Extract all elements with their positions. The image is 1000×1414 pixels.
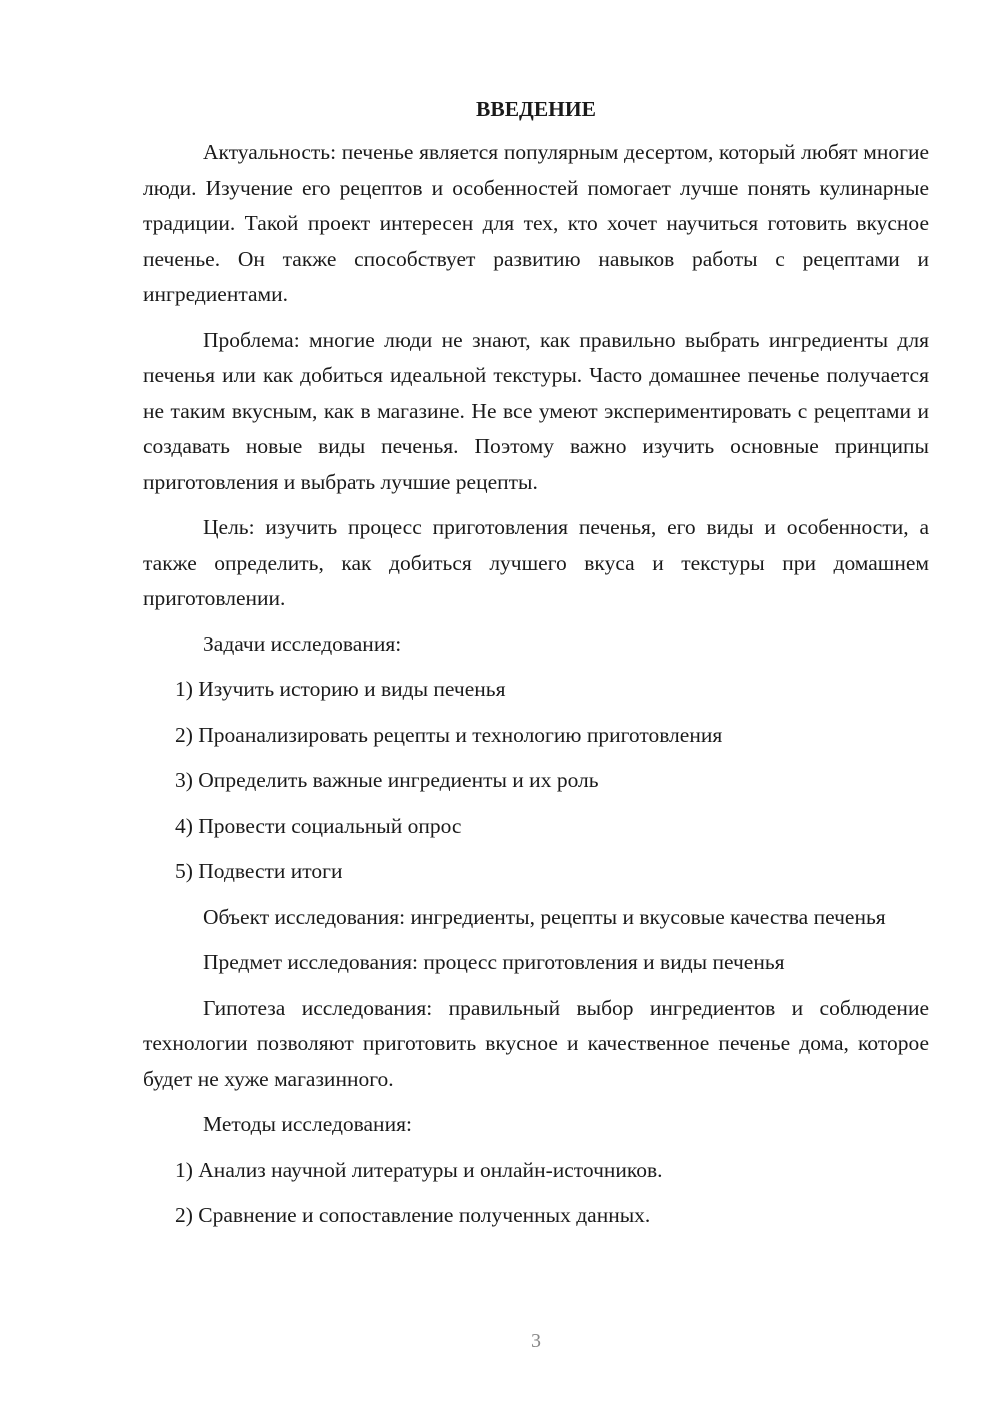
goal-paragraph: Цель: изучить процесс приготовления печенья, его виды и особенности, а также определить, как добиться лучшего вкуса и текстуры при домашнем приготовлении. (143, 515, 929, 610)
object-paragraph: Объект исследования: ингредиенты, рецепты и вкусовые качества печенья (203, 904, 886, 929)
tasks-list (143, 672, 929, 890)
relevance-paragraph: Актуальность: печенье является популярным десертом, который любят многие люди. Изучение его рецептов и особенностей помогает лучше понять кулинарные традиции. Такой проект интересен для тех, кто хочет научиться готовить вкусное печенье. Он также способствует развитию навыков работы с рецептами и ингредиентами. (143, 140, 929, 306)
list-item: 1) Изучить историю и виды печенья (175, 677, 506, 701)
page-title: ВВЕДЕНИЕ (476, 97, 596, 121)
list-item: 4) Провести социальный опрос (175, 813, 462, 838)
page-number: 3 (531, 1330, 541, 1352)
list-item: 3) Определить важные ингредиенты и их роль (175, 768, 599, 792)
subject-paragraph: Предмет исследования: процесс приготовления и виды печенья (203, 950, 785, 974)
document-page (143, 90, 929, 1234)
methods-heading: Методы исследования: (203, 1112, 412, 1136)
list-item: 2) Сравнение и сопоставление полученных данных. (175, 1203, 651, 1227)
methods-list (143, 1153, 929, 1234)
list-item: 1) Анализ научной литературы и онлайн-источников. (175, 1157, 663, 1182)
problem-paragraph: Проблема: многие люди не знают, как правильно выбрать ингредиенты для печенья или как добиться идеальной текстуры. Часто домашнее печенье получается не таким вкусным, как в магазине. Не все умеют экспериментировать с рецептами и создавать новые виды печенья. Поэтому важно изучить основные принципы приготовления и выбрать лучшие рецепты. (143, 327, 929, 494)
hypothesis-paragraph: Гипотеза исследования: правильный выбор ингредиентов и соблюдение технологии позволяют приготовить вкусное и качественное печенье дома, которое будет не хуже магазинного. (143, 995, 929, 1091)
list-item: 5) Подвести итоги (175, 859, 343, 883)
tasks-heading: Задачи исследования: (203, 631, 402, 656)
list-item: 2) Проанализировать рецепты и технологию приготовления (175, 722, 723, 747)
